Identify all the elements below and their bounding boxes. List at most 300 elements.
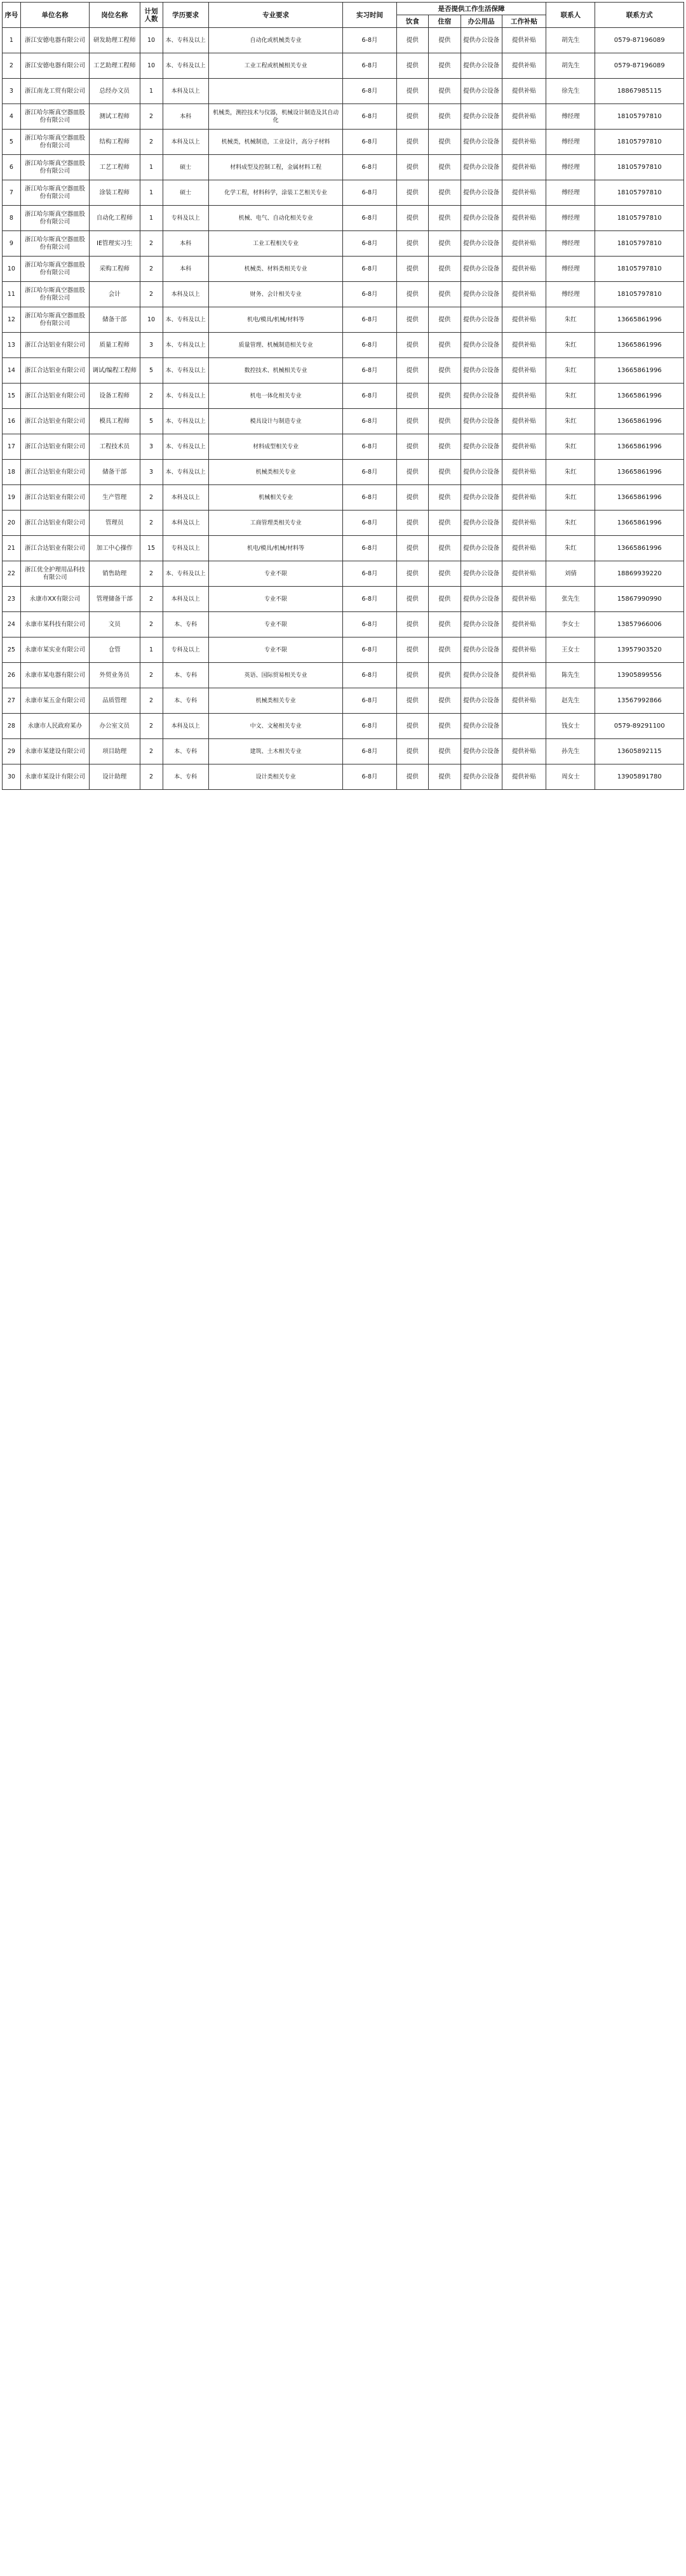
cell-phone: 18105797810 (595, 155, 684, 180)
cell-contact: 李女士 (546, 612, 595, 637)
cell-subsidy: 提供补贴 (502, 561, 546, 587)
cell-edu: 本、专科 (163, 663, 208, 688)
cell-phone: 18867985115 (595, 79, 684, 104)
cell-position: 自动化工程师 (90, 206, 140, 231)
cell-contact: 张先生 (546, 587, 595, 612)
table-row (3, 358, 684, 384)
cell-office: 提供办公设备 (461, 561, 502, 587)
cell-count: 10 (140, 53, 163, 79)
cell-period: 6-8月 (343, 333, 396, 358)
cell-lodging: 提供 (429, 612, 461, 637)
cell-lodging: 提供 (429, 257, 461, 282)
cell-office: 提供办公设备 (461, 282, 502, 307)
cell-edu: 本、专科及以上 (163, 307, 208, 333)
cell-seq: 2 (3, 53, 21, 79)
cell-seq: 28 (3, 714, 21, 739)
table-row (3, 206, 684, 231)
cell-count: 2 (140, 384, 163, 409)
page (0, 0, 686, 792)
cell-unit: 浙江合达铝业有限公司 (20, 511, 89, 536)
cell-period: 6-8月 (343, 155, 396, 180)
cell-office: 提供办公设备 (461, 663, 502, 688)
cell-major: 机械类，测控技术与仪器，机械设计制造及其自动化 (208, 104, 343, 130)
cell-edu: 本科 (163, 231, 208, 257)
cell-position: 涂装工程师 (90, 180, 140, 206)
cell-position: 储备干部 (90, 460, 140, 485)
table-row (3, 739, 684, 764)
cell-lodging: 提供 (429, 688, 461, 714)
cell-subsidy: 提供补贴 (502, 384, 546, 409)
cell-contact: 傅经理 (546, 104, 595, 130)
cell-phone: 13665861996 (595, 511, 684, 536)
header-edu: 学历要求 (163, 3, 208, 28)
cell-major: 机械类相关专业 (208, 460, 343, 485)
cell-position: 总经办文员 (90, 79, 140, 104)
cell-count: 2 (140, 688, 163, 714)
cell-major: 模具设计与制造专业 (208, 409, 343, 434)
cell-office: 提供办公设备 (461, 764, 502, 790)
cell-unit: 永康市某建设有限公司 (20, 739, 89, 764)
cell-edu: 本、专科及以上 (163, 384, 208, 409)
cell-lodging: 提供 (429, 511, 461, 536)
cell-food: 提供 (396, 282, 429, 307)
cell-office: 提供办公设备 (461, 384, 502, 409)
cell-unit: 浙江哈尔斯真空器皿股份有限公司 (20, 155, 89, 180)
cell-period: 6-8月 (343, 663, 396, 688)
cell-seq: 17 (3, 434, 21, 460)
cell-contact: 赵先生 (546, 688, 595, 714)
cell-office: 提供办公设备 (461, 714, 502, 739)
cell-phone: 13905899556 (595, 663, 684, 688)
cell-period: 6-8月 (343, 53, 396, 79)
cell-contact: 朱红 (546, 409, 595, 434)
table-row (3, 561, 684, 587)
cell-count: 2 (140, 511, 163, 536)
cell-office: 提供办公设备 (461, 587, 502, 612)
cell-lodging: 提供 (429, 764, 461, 790)
cell-unit: 永康市XX有限公司 (20, 587, 89, 612)
cell-count: 10 (140, 28, 163, 53)
cell-lodging: 提供 (429, 485, 461, 511)
table-row (3, 637, 684, 663)
cell-contact: 王女士 (546, 637, 595, 663)
cell-office: 提供办公设备 (461, 130, 502, 155)
cell-unit: 浙江合达铝业有限公司 (20, 358, 89, 384)
cell-position: 工艺助理工程师 (90, 53, 140, 79)
cell-edu: 本、专科及以上 (163, 28, 208, 53)
cell-seq: 12 (3, 307, 21, 333)
cell-major: 数控技术、机械相关专业 (208, 358, 343, 384)
cell-subsidy: 提供补贴 (502, 536, 546, 561)
cell-subsidy: 提供补贴 (502, 155, 546, 180)
cell-subsidy: 提供补贴 (502, 511, 546, 536)
cell-contact: 徐先生 (546, 79, 595, 104)
cell-subsidy: 提供补贴 (502, 764, 546, 790)
cell-lodging: 提供 (429, 53, 461, 79)
cell-seq: 24 (3, 612, 21, 637)
cell-major: 机械类相关专业 (208, 688, 343, 714)
cell-position: 储备干部 (90, 307, 140, 333)
cell-major: 机电/模具/机械/材料等 (208, 307, 343, 333)
cell-count: 2 (140, 587, 163, 612)
table-row (3, 130, 684, 155)
table-row (3, 688, 684, 714)
cell-contact: 朱红 (546, 358, 595, 384)
cell-edu: 本、专科 (163, 739, 208, 764)
cell-lodging: 提供 (429, 104, 461, 130)
cell-food: 提供 (396, 460, 429, 485)
cell-contact: 胡先生 (546, 53, 595, 79)
cell-food: 提供 (396, 206, 429, 231)
table-row (3, 231, 684, 257)
cell-major: 材料成型及控制工程，金属材料工程 (208, 155, 343, 180)
cell-unit: 浙江合达铝业有限公司 (20, 460, 89, 485)
cell-position: 仓管 (90, 637, 140, 663)
cell-contact: 钱女士 (546, 714, 595, 739)
table-row (3, 53, 684, 79)
header-seq: 序号 (3, 3, 21, 28)
cell-major: 机电一体化相关专业 (208, 384, 343, 409)
table-header (3, 3, 684, 28)
cell-period: 6-8月 (343, 739, 396, 764)
cell-lodging: 提供 (429, 409, 461, 434)
cell-count: 3 (140, 460, 163, 485)
cell-edu: 本科及以上 (163, 282, 208, 307)
table-row (3, 282, 684, 307)
cell-position: 设计助理 (90, 764, 140, 790)
cell-count: 5 (140, 409, 163, 434)
cell-contact: 朱红 (546, 485, 595, 511)
cell-major: 机械类、材料类相关专业 (208, 257, 343, 282)
cell-position: 研发助理工程师 (90, 28, 140, 53)
cell-count: 1 (140, 637, 163, 663)
cell-seq: 16 (3, 409, 21, 434)
cell-period: 6-8月 (343, 257, 396, 282)
cell-office: 提供办公设备 (461, 104, 502, 130)
cell-office: 提供办公设备 (461, 53, 502, 79)
cell-position: 会计 (90, 282, 140, 307)
cell-subsidy: 提供补贴 (502, 53, 546, 79)
cell-edu: 专科及以上 (163, 206, 208, 231)
cell-lodging: 提供 (429, 434, 461, 460)
cell-food: 提供 (396, 561, 429, 587)
cell-subsidy: 提供补贴 (502, 612, 546, 637)
cell-lodging: 提供 (429, 587, 461, 612)
cell-count: 2 (140, 130, 163, 155)
cell-position: 办公室文员 (90, 714, 140, 739)
table-row (3, 257, 684, 282)
cell-office: 提供办公设备 (461, 28, 502, 53)
cell-food: 提供 (396, 384, 429, 409)
cell-count: 10 (140, 307, 163, 333)
cell-major: 专业不限 (208, 561, 343, 587)
cell-edu: 硕士 (163, 155, 208, 180)
table-row (3, 409, 684, 434)
cell-lodging: 提供 (429, 206, 461, 231)
cell-food: 提供 (396, 358, 429, 384)
cell-major: 材料成型相关专业 (208, 434, 343, 460)
cell-count: 1 (140, 155, 163, 180)
table-row (3, 104, 684, 130)
cell-edu: 本、专科 (163, 612, 208, 637)
cell-period: 6-8月 (343, 384, 396, 409)
cell-contact: 陈先生 (546, 663, 595, 688)
cell-seq: 15 (3, 384, 21, 409)
cell-phone: 13665861996 (595, 358, 684, 384)
cell-phone: 13567992866 (595, 688, 684, 714)
cell-office: 提供办公设备 (461, 688, 502, 714)
table-row (3, 764, 684, 790)
table-body (3, 28, 684, 790)
cell-subsidy: 提供补贴 (502, 130, 546, 155)
cell-subsidy: 提供补贴 (502, 434, 546, 460)
cell-phone: 13957903520 (595, 637, 684, 663)
cell-office: 提供办公设备 (461, 231, 502, 257)
cell-major: 中文、文秘相关专业 (208, 714, 343, 739)
cell-unit: 浙江哈尔斯真空器皿股份有限公司 (20, 307, 89, 333)
cell-office: 提供办公设备 (461, 637, 502, 663)
cell-position: 模具工程师 (90, 409, 140, 434)
cell-count: 1 (140, 79, 163, 104)
cell-subsidy: 提供补贴 (502, 231, 546, 257)
cell-seq: 5 (3, 130, 21, 155)
cell-phone: 13665861996 (595, 409, 684, 434)
table-row (3, 587, 684, 612)
cell-subsidy: 提供补贴 (502, 206, 546, 231)
cell-phone: 13665861996 (595, 485, 684, 511)
cell-contact: 傅经理 (546, 206, 595, 231)
cell-period: 6-8月 (343, 485, 396, 511)
cell-major: 英语、国际贸易相关专业 (208, 663, 343, 688)
internship-table (2, 2, 684, 790)
cell-count: 1 (140, 206, 163, 231)
cell-edu: 专科及以上 (163, 536, 208, 561)
cell-count: 1 (140, 180, 163, 206)
cell-office: 提供办公设备 (461, 333, 502, 358)
cell-food: 提供 (396, 688, 429, 714)
cell-food: 提供 (396, 714, 429, 739)
cell-period: 6-8月 (343, 307, 396, 333)
cell-major: 自动化或机械类专业 (208, 28, 343, 53)
cell-position: 外贸业务员 (90, 663, 140, 688)
cell-lodging: 提供 (429, 231, 461, 257)
cell-unit: 浙江安德电器有限公司 (20, 28, 89, 53)
cell-major: 工业工程相关专业 (208, 231, 343, 257)
cell-lodging: 提供 (429, 384, 461, 409)
cell-period: 6-8月 (343, 206, 396, 231)
cell-office: 提供办公设备 (461, 180, 502, 206)
header-unit: 单位名称 (20, 3, 89, 28)
cell-phone: 0579-89291100 (595, 714, 684, 739)
cell-count: 2 (140, 104, 163, 130)
cell-lodging: 提供 (429, 28, 461, 53)
cell-unit: 浙江哈尔斯真空器皿股份有限公司 (20, 180, 89, 206)
cell-major: 工业工程或机械相关专业 (208, 53, 343, 79)
cell-food: 提供 (396, 155, 429, 180)
cell-unit: 浙江合达铝业有限公司 (20, 536, 89, 561)
cell-contact: 傅经理 (546, 180, 595, 206)
cell-subsidy: 提供补贴 (502, 28, 546, 53)
cell-position: 文员 (90, 612, 140, 637)
cell-food: 提供 (396, 434, 429, 460)
cell-office: 提供办公设备 (461, 409, 502, 434)
cell-office: 提供办公设备 (461, 358, 502, 384)
cell-phone: 13665861996 (595, 307, 684, 333)
cell-seq: 13 (3, 333, 21, 358)
cell-unit: 永康市人民政府某办 (20, 714, 89, 739)
cell-food: 提供 (396, 536, 429, 561)
cell-edu: 本、专科及以上 (163, 561, 208, 587)
cell-subsidy: 提供补贴 (502, 587, 546, 612)
cell-period: 6-8月 (343, 282, 396, 307)
cell-position: 调试/编程工程师 (90, 358, 140, 384)
cell-unit: 浙江哈尔斯真空器皿股份有限公司 (20, 104, 89, 130)
cell-unit: 浙江南龙工贸有限公司 (20, 79, 89, 104)
cell-count: 2 (140, 612, 163, 637)
cell-food: 提供 (396, 485, 429, 511)
cell-seq: 10 (3, 257, 21, 282)
cell-edu: 本科 (163, 257, 208, 282)
cell-office: 提供办公设备 (461, 79, 502, 104)
cell-unit: 永康市某设计有限公司 (20, 764, 89, 790)
cell-food: 提供 (396, 79, 429, 104)
cell-count: 2 (140, 485, 163, 511)
cell-count: 2 (140, 739, 163, 764)
table-row (3, 511, 684, 536)
cell-position: 加工中心操作 (90, 536, 140, 561)
cell-contact: 傅经理 (546, 130, 595, 155)
cell-contact: 傅经理 (546, 257, 595, 282)
cell-phone: 18105797810 (595, 257, 684, 282)
cell-period: 6-8月 (343, 231, 396, 257)
cell-major: 机电/模具/机械/材料等 (208, 536, 343, 561)
cell-lodging: 提供 (429, 307, 461, 333)
cell-subsidy: 提供补贴 (502, 333, 546, 358)
cell-position: 销售助理 (90, 561, 140, 587)
table-row (3, 714, 684, 739)
cell-unit: 浙江哈尔斯真空器皿股份有限公司 (20, 257, 89, 282)
cell-food: 提供 (396, 764, 429, 790)
cell-lodging: 提供 (429, 460, 461, 485)
cell-lodging: 提供 (429, 561, 461, 587)
cell-lodging: 提供 (429, 358, 461, 384)
cell-count: 15 (140, 536, 163, 561)
cell-phone: 13857966006 (595, 612, 684, 637)
cell-phone: 0579-87196089 (595, 53, 684, 79)
cell-lodging: 提供 (429, 333, 461, 358)
cell-subsidy: 提供补贴 (502, 688, 546, 714)
cell-lodging: 提供 (429, 637, 461, 663)
cell-count: 2 (140, 282, 163, 307)
cell-major: 专业不限 (208, 587, 343, 612)
header-office: 办公用品 (461, 15, 502, 28)
table-row (3, 333, 684, 358)
cell-contact: 胡先生 (546, 28, 595, 53)
cell-office: 提供办公设备 (461, 460, 502, 485)
cell-position: 结构工程师 (90, 130, 140, 155)
cell-count: 2 (140, 257, 163, 282)
cell-unit: 永康市某五金有限公司 (20, 688, 89, 714)
cell-contact: 朱红 (546, 460, 595, 485)
cell-phone: 18105797810 (595, 206, 684, 231)
cell-phone: 18869939220 (595, 561, 684, 587)
cell-seq: 1 (3, 28, 21, 53)
cell-food: 提供 (396, 637, 429, 663)
cell-seq: 3 (3, 79, 21, 104)
cell-seq: 26 (3, 663, 21, 688)
cell-phone: 0579-87196089 (595, 28, 684, 53)
cell-major: 设计类相关专业 (208, 764, 343, 790)
cell-office: 提供办公设备 (461, 485, 502, 511)
cell-seq: 21 (3, 536, 21, 561)
cell-office: 提供办公设备 (461, 739, 502, 764)
cell-unit: 浙江优全护理用品科技有限公司 (20, 561, 89, 587)
cell-period: 6-8月 (343, 561, 396, 587)
cell-subsidy: 提供补贴 (502, 79, 546, 104)
table-row (3, 434, 684, 460)
cell-contact: 朱红 (546, 384, 595, 409)
cell-phone: 18105797810 (595, 231, 684, 257)
cell-phone: 15867990990 (595, 587, 684, 612)
cell-subsidy: 提供补贴 (502, 307, 546, 333)
cell-unit: 浙江哈尔斯真空器皿股份有限公司 (20, 282, 89, 307)
table-row (3, 384, 684, 409)
cell-phone: 13665861996 (595, 536, 684, 561)
cell-seq: 9 (3, 231, 21, 257)
cell-position: 工艺工程师 (90, 155, 140, 180)
cell-period: 6-8月 (343, 434, 396, 460)
cell-office: 提供办公设备 (461, 206, 502, 231)
cell-office: 提供办公设备 (461, 536, 502, 561)
cell-edu: 本、专科及以上 (163, 434, 208, 460)
table-row (3, 79, 684, 104)
header-contact: 联系人 (546, 3, 595, 28)
header-lodging: 住宿 (429, 15, 461, 28)
cell-food: 提供 (396, 511, 429, 536)
cell-count: 2 (140, 231, 163, 257)
cell-period: 6-8月 (343, 688, 396, 714)
cell-food: 提供 (396, 307, 429, 333)
cell-unit: 永康市某电器有限公司 (20, 663, 89, 688)
header-support: 是否提供工作生活保障 (396, 3, 546, 15)
cell-period: 6-8月 (343, 511, 396, 536)
cell-food: 提供 (396, 257, 429, 282)
cell-food: 提供 (396, 587, 429, 612)
cell-period: 6-8月 (343, 764, 396, 790)
cell-food: 提供 (396, 333, 429, 358)
cell-unit: 浙江合达铝业有限公司 (20, 333, 89, 358)
cell-seq: 18 (3, 460, 21, 485)
cell-count: 2 (140, 714, 163, 739)
cell-seq: 30 (3, 764, 21, 790)
cell-subsidy: 提供补贴 (502, 460, 546, 485)
table-row (3, 612, 684, 637)
cell-unit: 永康市某科技有限公司 (20, 612, 89, 637)
cell-food: 提供 (396, 28, 429, 53)
cell-lodging: 提供 (429, 130, 461, 155)
cell-major: 建筑、土木相关专业 (208, 739, 343, 764)
cell-seq: 6 (3, 155, 21, 180)
cell-edu: 本、专科及以上 (163, 409, 208, 434)
cell-edu: 本科及以上 (163, 714, 208, 739)
cell-position: 生产管理 (90, 485, 140, 511)
cell-major: 化学工程，材料科学，涂装工艺相关专业 (208, 180, 343, 206)
cell-period: 6-8月 (343, 28, 396, 53)
cell-seq: 27 (3, 688, 21, 714)
cell-contact: 傅经理 (546, 155, 595, 180)
cell-position: 品质管理 (90, 688, 140, 714)
cell-edu: 本科及以上 (163, 79, 208, 104)
